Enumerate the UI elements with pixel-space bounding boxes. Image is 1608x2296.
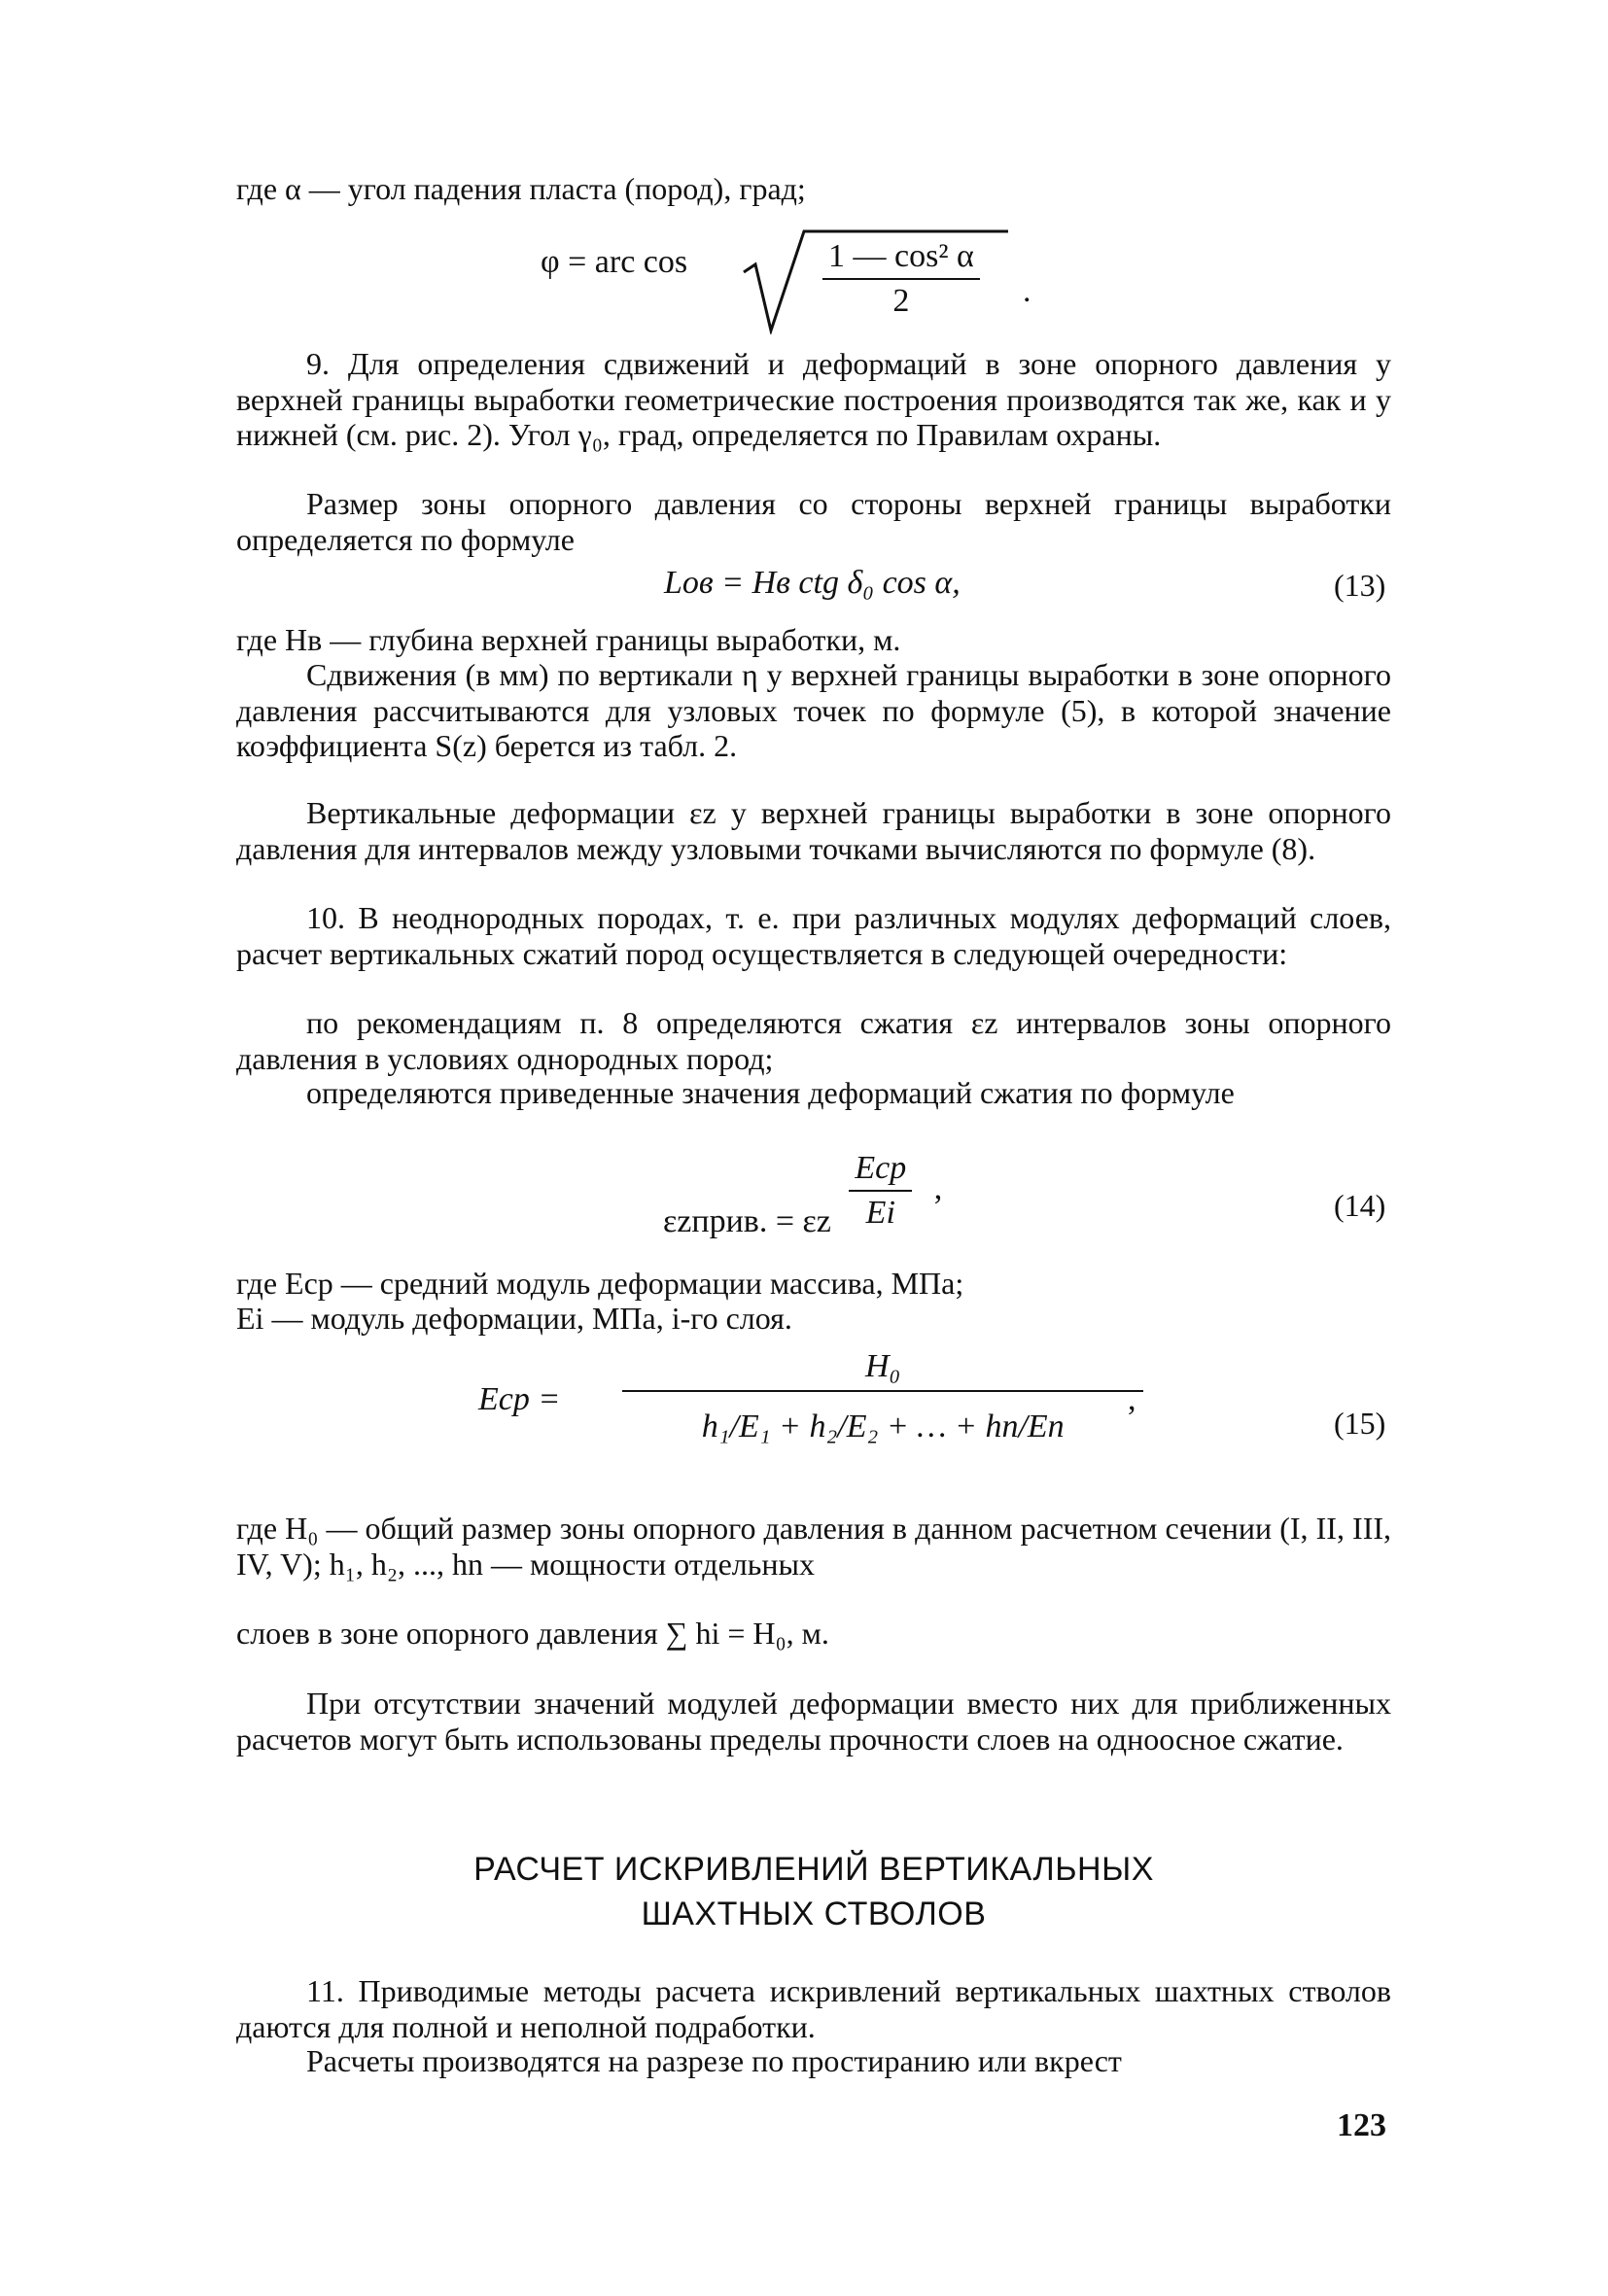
equation-phi xyxy=(541,243,687,282)
page-number: 123 xyxy=(1337,2107,1386,2143)
equation-14-denominator: Ei xyxy=(865,1195,895,1231)
equation-14 xyxy=(663,1149,943,1239)
layers-sum-line: слоев в зоне опорного давления ∑ hi = H₀, м. xyxy=(236,1616,829,1651)
equation-15-numerator: H₀ xyxy=(622,1347,1143,1392)
equation-14-number: (14) xyxy=(1334,1188,1386,1223)
hv-definition: где Hв — глубина верхней границы выработки, м. xyxy=(236,622,901,657)
equation-15-denominator: h₁/E₁ + h₂/E₂ + … + hn/En xyxy=(701,1409,1065,1444)
paragraph-calculations: Расчеты производятся на разрезе по простиранию или вкрест xyxy=(306,2043,1122,2078)
paragraph-absent-values: При отсутствии значений модулей деформации вместо них для приближенных расчетов могут быть использованы пределы прочности слоев на одноосное сжатие. xyxy=(236,1686,1391,1757)
equation-phi-fraction xyxy=(822,237,980,321)
equation-15-number: (15) xyxy=(1334,1406,1386,1441)
equation-phi-lhs: φ = arc cos xyxy=(541,244,688,280)
paragraph-zone-size: Размер зоны опорного давления со стороны верхней границы выработки определяется по формуле xyxy=(236,486,1391,557)
paragraph-11: 11. Приводимые методы расчета искривлений вертикальных шахтных стволов даются для полной и неполной подработки. xyxy=(236,1973,1391,2044)
paragraph-10: 10. В неоднородных породах, т. е. при различных модулях деформаций слоев, расчет вертикальных сжатий пород осуществляется в следующей очередности: xyxy=(236,900,1391,971)
h0-definition: где H₀ — общий размер зоны опорного давления в данном расчетном сечении (I, II, III, IV, V); h₁, h₂, ..., hn — мощности отдельных xyxy=(236,1511,1391,1582)
paragraph-vertical-deformation: Вертикальные деформации εz у верхней границы выработки в зоне опорного давления для интервалов между узловыми точками вычисляются по формуле (8). xyxy=(236,795,1391,866)
paragraph-shifts: Сдвижения (в мм) по вертикали η у верхней границы выработки в зоне опорного давления рассчитываются для узловых точек по формуле (5), в которой значение коэффициента S(z) берется из табл. 2. xyxy=(236,657,1391,763)
ei-definition: Ei — модуль деформации, МПа, i-го слоя. xyxy=(236,1301,792,1336)
alpha-definition: где α — угол падения пласта (пород), град; xyxy=(236,171,806,206)
equation-phi-denominator: 2 xyxy=(892,283,910,319)
equation-15-lhs: Eср = xyxy=(478,1381,561,1417)
equation-phi-numerator: 1 — cos² α xyxy=(822,237,980,280)
equation-15-fraction xyxy=(622,1347,1143,1446)
equation-14-tail: , xyxy=(933,1169,943,1206)
equation-14-numerator: Eср xyxy=(849,1149,912,1192)
equation-15-tail: , xyxy=(1128,1381,1136,1417)
paragraph-recommendations: по рекомендациям п. 8 определяются сжатия εz интервалов зоны опорного давления в условиях однородных пород; xyxy=(236,1005,1391,1076)
equation-13-number: (13) xyxy=(1334,568,1386,603)
ecp-definition: где Eср — средний модуль деформации массива, МПа; xyxy=(236,1266,964,1301)
equation-13: Lов = Hв ctg δ₀ cos α, xyxy=(664,565,961,601)
section-heading-line-1: РАСЧЕТ ИСКРИВЛЕНИЙ ВЕРТИКАЛЬНЫХ xyxy=(473,1851,1154,1888)
equation-phi-tail: . xyxy=(1023,273,1031,309)
paragraph-determine: определяются приведенные значения деформаций сжатия по формуле xyxy=(306,1075,1235,1110)
section-heading-line-2: ШАХТНЫХ СТВОЛОВ xyxy=(641,1896,987,1932)
equation-14-lhs: εzприв. = εz xyxy=(663,1202,831,1239)
paragraph-9: 9. Для определения сдвижений и деформаций в зоне опорного давления у верхней границы выработки геометрические построения производятся так же, как и у нижней (см. рис. 2). Угол γ₀, град, определяется по Правилам охраны. xyxy=(236,346,1391,452)
